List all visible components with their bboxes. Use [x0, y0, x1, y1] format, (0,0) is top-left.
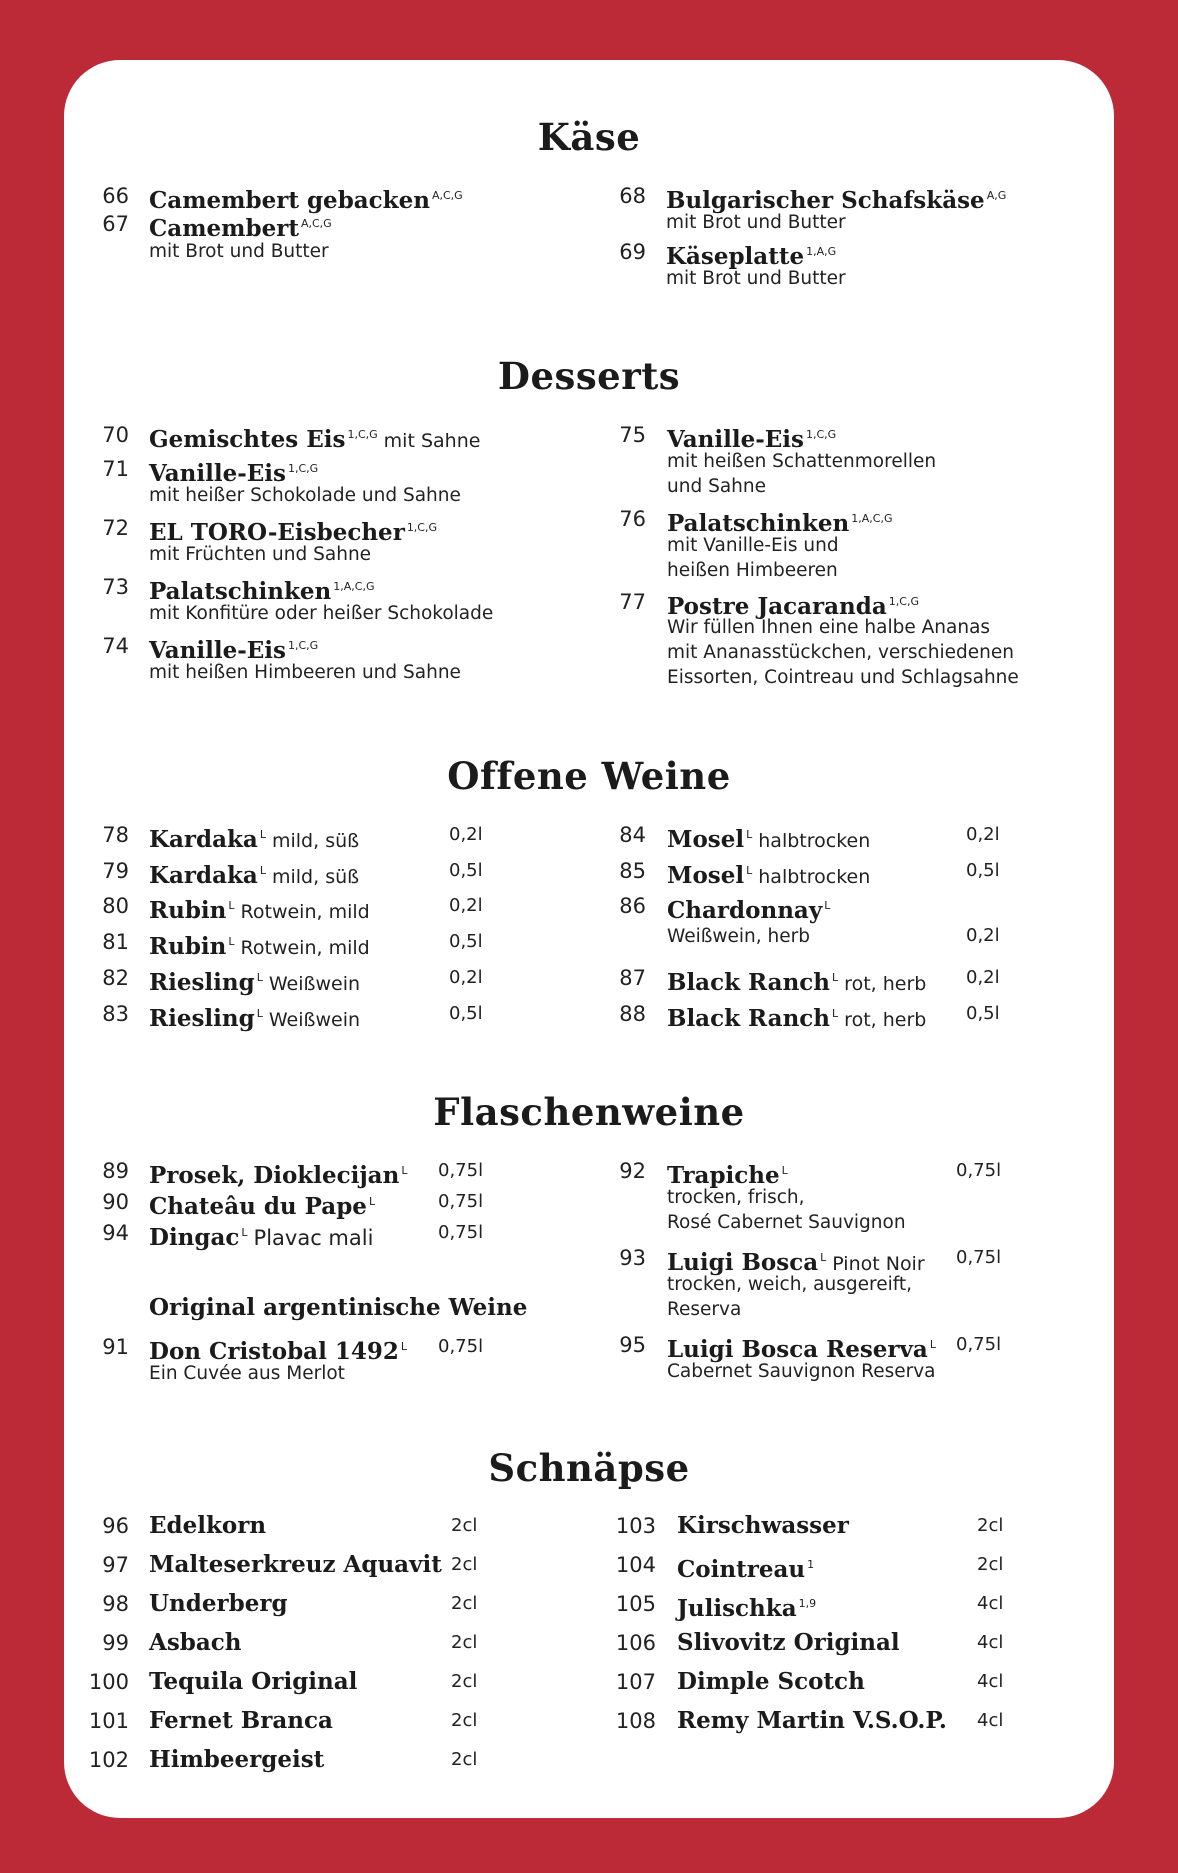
allergen-note: A,C,G — [300, 217, 332, 230]
item-number: 102 — [88, 1748, 129, 1772]
item-description: mit Vanille-Eis und — [667, 535, 839, 556]
item-number: 99 — [102, 1631, 129, 1655]
item-number: 78 — [102, 823, 129, 847]
item-description: Reserva — [667, 1299, 742, 1320]
item-quantity: 0,5l — [449, 860, 483, 881]
item-number: 92 — [619, 1159, 646, 1183]
item-number: 93 — [619, 1246, 646, 1270]
item-note: mild, süß — [271, 830, 360, 852]
item-name: Vanille-Eis — [667, 426, 804, 453]
allergen-note: L — [832, 1007, 839, 1020]
item-quantity: 2cl — [451, 1749, 478, 1770]
item-number: 105 — [615, 1592, 656, 1616]
item-quantity: 0,5l — [449, 931, 483, 952]
item-number: 82 — [102, 966, 129, 990]
allergen-note: L — [259, 828, 266, 841]
item-name: Malteserkreuz Aquavit — [149, 1551, 442, 1578]
item-quantity: 2cl — [977, 1515, 1004, 1536]
item-name: Mosel — [667, 862, 745, 889]
item-number: 81 — [102, 930, 129, 954]
item-name: Prosek, Dioklecijan — [149, 1162, 400, 1189]
allergen-note: L — [781, 1164, 788, 1177]
item-description: Ein Cuvée aus Merlot — [149, 1363, 345, 1384]
item-name: Fernet Branca — [149, 1707, 333, 1734]
item-name: Rubin — [149, 897, 227, 924]
item-quantity: 4cl — [977, 1710, 1004, 1731]
allergen-note: L — [259, 864, 266, 877]
allergen-note: L — [832, 971, 839, 984]
item-quantity: 0,2l — [966, 967, 1000, 988]
item-number: 71 — [102, 457, 129, 481]
item-number: 89 — [102, 1159, 129, 1183]
item-number: 76 — [619, 507, 646, 531]
item-number: 72 — [102, 516, 129, 540]
section-title-desserts: Desserts — [497, 354, 681, 398]
item-description: mit Früchten und Sahne — [149, 544, 372, 565]
item-number: 75 — [619, 423, 646, 447]
allergen-note: 1,C,G — [888, 595, 919, 608]
item-number: 74 — [102, 634, 129, 658]
item-number: 97 — [102, 1553, 129, 1577]
item-quantity: 0,75l — [438, 1336, 484, 1357]
item-quantity: 0,75l — [956, 1160, 1002, 1181]
item-name: Rubin — [149, 933, 227, 960]
item-name: Gemischtes Eis — [149, 426, 346, 453]
item-name: Tequila Original — [149, 1668, 358, 1695]
item-number: 84 — [619, 823, 646, 847]
allergen-note: L — [228, 899, 235, 912]
item-number: 91 — [102, 1335, 129, 1359]
item-name: Slivovitz Original — [677, 1629, 900, 1656]
allergen-note: 1,C,G — [805, 428, 837, 441]
item-name: Vanille-Eis — [149, 460, 286, 487]
item-number: 86 — [619, 894, 646, 918]
item-name: Remy Martin V.S.O.P. — [677, 1707, 947, 1734]
allergen-note: 1 — [807, 1558, 815, 1571]
item-quantity: 0,75l — [438, 1191, 484, 1212]
item-quantity: 0,2l — [449, 824, 483, 845]
item-number: 90 — [102, 1190, 129, 1214]
item-description: Wir füllen Ihnen eine halbe Ananas — [667, 617, 991, 638]
item-quantity: 2cl — [977, 1554, 1004, 1575]
item-name: Edelkorn — [149, 1512, 267, 1539]
item-number: 69 — [619, 240, 646, 264]
item-name: Asbach — [149, 1629, 242, 1656]
allergen-note: L — [368, 1195, 376, 1208]
item-quantity: 2cl — [451, 1671, 478, 1692]
item-note: Weißwein — [268, 973, 361, 995]
item-number: 100 — [88, 1670, 129, 1694]
item-description: mit heißen Schattenmorellen — [667, 451, 937, 472]
item-name: Black Ranch — [667, 1005, 831, 1032]
menu-card — [64, 60, 1114, 1818]
item-name: Kardaka — [149, 862, 258, 889]
item-description: Cabernet Sauvignon Reserva — [667, 1361, 936, 1382]
item-number: 77 — [619, 590, 646, 614]
item-quantity: 0,75l — [956, 1334, 1002, 1355]
item-name: Luigi Bosca — [667, 1249, 819, 1276]
item-number: 70 — [102, 423, 129, 447]
item-note: rot, herb — [844, 1009, 927, 1031]
item-note: mit Sahne — [383, 430, 481, 452]
item-name: Postre Jacaranda — [667, 593, 887, 620]
item-quantity: 0,75l — [438, 1160, 484, 1181]
item-number: 85 — [619, 859, 646, 883]
item-name: Palatschinken — [667, 510, 850, 537]
item-quantity: 0,2l — [966, 925, 1000, 946]
item-quantity: 2cl — [451, 1554, 478, 1575]
allergen-note: L — [820, 1251, 827, 1264]
item-number: 73 — [102, 575, 129, 599]
item-description: mit heißen Himbeeren und Sahne — [149, 662, 461, 683]
item-number: 98 — [102, 1592, 129, 1616]
item-number: 83 — [102, 1002, 129, 1026]
item-number: 66 — [102, 184, 129, 208]
item-number: 67 — [102, 212, 129, 236]
item-quantity: 0,2l — [449, 895, 483, 916]
item-quantity: 2cl — [451, 1515, 478, 1536]
item-name: Himbeergeist — [149, 1746, 325, 1773]
allergen-note: L — [824, 899, 831, 912]
item-description: mit Brot und Butter — [666, 212, 846, 233]
item-name: Bulgarischer Schafskäse — [666, 187, 985, 214]
item-description: mit Ananasstückchen, verschiedenen — [667, 642, 1014, 663]
item-number: 95 — [619, 1333, 646, 1357]
item-number: 108 — [615, 1709, 656, 1733]
item-number: 94 — [102, 1221, 129, 1245]
item-description: trocken, weich, ausgereift, — [667, 1274, 913, 1295]
item-number: 101 — [88, 1709, 129, 1733]
item-name: Trapiche — [667, 1162, 780, 1189]
item-description: mit heißer Schokolade und Sahne — [149, 485, 461, 506]
item-quantity: 0,5l — [966, 1003, 1000, 1024]
allergen-note: L — [401, 1164, 408, 1177]
allergen-note: L — [228, 935, 235, 948]
item-name: Chateâu du Pape — [149, 1193, 367, 1220]
allergen-note: L — [256, 1007, 263, 1020]
item-name: Dingac — [149, 1224, 240, 1251]
item-name: Kardaka — [149, 826, 258, 853]
item-description: und Sahne — [667, 476, 766, 497]
item-name: Camembert gebacken — [149, 187, 430, 214]
item-name: Julischka — [677, 1595, 797, 1622]
section-title-offene-weine: Offene Weine — [447, 754, 731, 798]
item-note: mild, süß — [271, 866, 360, 888]
item-name: Riesling — [149, 969, 255, 996]
section-title-flaschenweine: Flaschenweine — [433, 1090, 745, 1134]
item-name: Riesling — [149, 1005, 255, 1032]
item-description: Rosé Cabernet Sauvignon — [667, 1212, 906, 1233]
item-name: Dimple Scotch — [677, 1668, 865, 1695]
allergen-note: 1,A,C,G — [333, 580, 375, 593]
allergen-note: A,C,G — [431, 189, 463, 202]
item-description: Weißwein, herb — [667, 926, 810, 947]
section-title-kaese: Käse — [537, 115, 641, 159]
allergen-note: 1,C,G — [347, 428, 378, 441]
allergen-note: 1,C,G — [287, 639, 319, 652]
item-name: Mosel — [667, 826, 745, 853]
item-description: Eissorten, Cointreau und Schlagsahne — [667, 667, 1019, 688]
item-note: Rotwein, mild — [240, 937, 370, 959]
section-title-schnaepse: Schnäpse — [488, 1446, 690, 1490]
allergen-note: A,G — [986, 189, 1007, 202]
item-quantity: 0,75l — [956, 1247, 1002, 1268]
item-name: Cointreau — [677, 1556, 806, 1583]
item-name: Kirschwasser — [677, 1512, 849, 1539]
item-quantity: 4cl — [977, 1593, 1004, 1614]
item-number: 107 — [615, 1670, 656, 1694]
item-name: Käseplatte — [666, 243, 805, 270]
item-description: mit Brot und Butter — [666, 268, 846, 289]
item-number: 106 — [615, 1631, 656, 1655]
item-quantity: 0,5l — [966, 860, 1000, 881]
item-description: mit Brot und Butter — [149, 241, 329, 262]
item-quantity: 0,2l — [966, 824, 1000, 845]
item-note: halbtrocken — [758, 830, 871, 852]
item-quantity: 0,5l — [449, 1003, 483, 1024]
item-note: Pinot Noir — [832, 1253, 925, 1275]
allergen-note: L — [241, 1226, 248, 1239]
item-number: 80 — [102, 894, 129, 918]
item-description: trocken, frisch, — [667, 1187, 805, 1208]
item-note: Rotwein, mild — [240, 901, 370, 923]
item-number: 68 — [619, 184, 646, 208]
item-quantity: 0,75l — [438, 1222, 484, 1243]
item-note: halbtrocken — [758, 866, 871, 888]
item-quantity: 2cl — [451, 1632, 478, 1653]
item-name: Don Cristobal 1492 — [149, 1338, 399, 1365]
item-name: EL TORO-Eisbecher — [149, 519, 405, 546]
allergen-note: L — [400, 1340, 407, 1353]
allergen-note: L — [929, 1338, 936, 1351]
item-name: Palatschinken — [149, 578, 332, 605]
allergen-note: 1,C,G — [406, 521, 438, 534]
item-name: Underberg — [149, 1590, 288, 1617]
item-name: Luigi Bosca Reserva — [667, 1336, 928, 1363]
allergen-note: 1,A,C,G — [851, 512, 893, 525]
allergen-note: 1,C,G — [287, 462, 319, 475]
item-description: heißen Himbeeren — [667, 560, 838, 581]
item-quantity: 2cl — [451, 1593, 478, 1614]
item-number: 103 — [615, 1514, 656, 1538]
allergen-note: 1,A,G — [806, 245, 837, 258]
item-name: Black Ranch — [667, 969, 831, 996]
item-number: 87 — [619, 966, 646, 990]
item-quantity: 2cl — [451, 1710, 478, 1731]
item-number: 104 — [615, 1553, 656, 1577]
item-number: 79 — [102, 859, 129, 883]
item-quantity: 4cl — [977, 1671, 1004, 1692]
allergen-note: L — [746, 828, 753, 841]
allergen-note: L — [256, 971, 263, 984]
item-number: 88 — [619, 1002, 646, 1026]
item-quantity: 4cl — [977, 1632, 1004, 1653]
item-name: Vanille-Eis — [149, 637, 286, 664]
item-number: 96 — [102, 1514, 129, 1538]
item-description: mit Konfitüre oder heißer Schokolade — [149, 603, 494, 624]
item-note: rot, herb — [844, 973, 927, 995]
item-note: Weißwein — [268, 1009, 361, 1031]
allergen-note: 1,9 — [798, 1597, 817, 1610]
item-quantity: 0,2l — [449, 967, 483, 988]
allergen-note: L — [746, 864, 753, 877]
item-name: Chardonnay — [667, 897, 823, 924]
item-note: Plavac mali — [253, 1226, 374, 1250]
subheading-argentinische-weine: Original argentinische Weine — [149, 1294, 528, 1321]
item-name: Camembert — [149, 215, 299, 242]
